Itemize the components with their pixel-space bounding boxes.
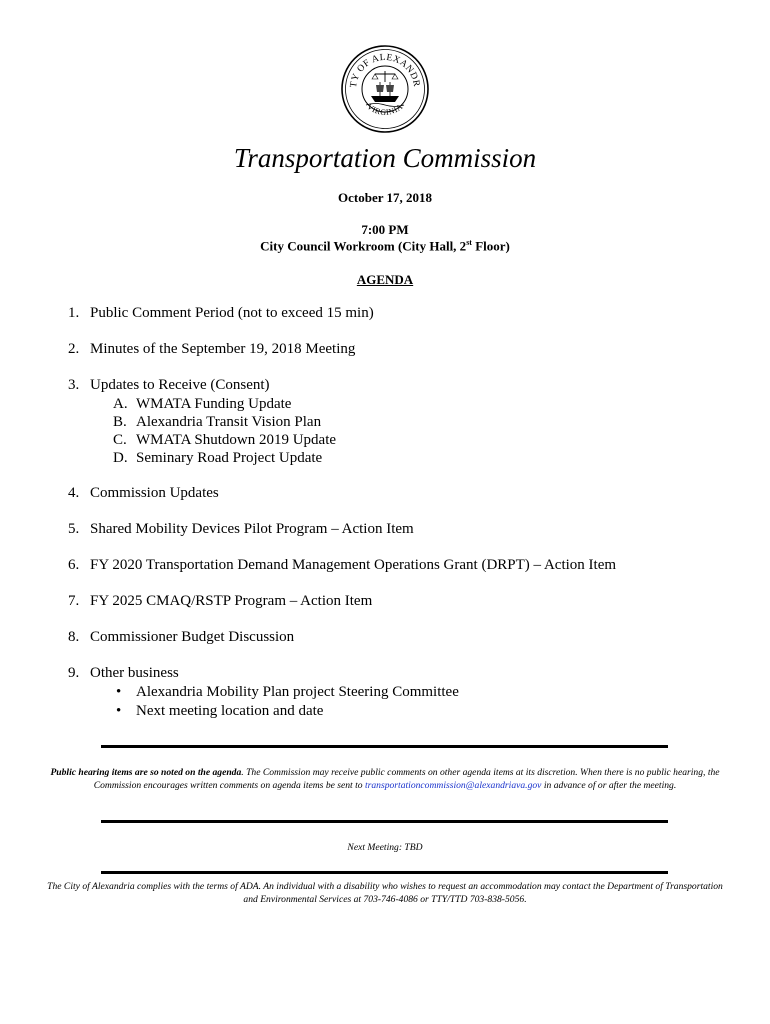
agenda-item [68, 628, 748, 647]
bullet-text: Alexandria Mobility Plan project Steering Committee [136, 684, 459, 700]
item-number: 3. [68, 377, 80, 393]
sub-item-letter: B. [113, 414, 127, 430]
agenda-item [68, 520, 748, 539]
item-text: FY 2025 CMAQ/RSTP Program – Action Item [90, 593, 373, 609]
email-link[interactable]: transportationcommission@alexandriava.gov [364, 779, 542, 791]
sub-item-letter: D. [113, 450, 128, 466]
sub-item-text: Alexandria Transit Vision Plan [136, 414, 322, 430]
agenda-item [68, 484, 748, 503]
page-title: Transportation Commission [233, 143, 537, 173]
location-suffix: Floor) [471, 238, 510, 254]
public-hearing-notice [40, 767, 730, 792]
ada-notice: The City of Alexandria complies with the terms of ADA. An individual with a disability who wishes to request an accommodation may contact the Department of Transportation and Environmental Services at 703-746-4086 or TTY/TTD 703-838-5056. [47, 881, 723, 905]
item-text: Commissioner Budget Discussion [90, 629, 295, 645]
bullet-icon: • [116, 703, 122, 719]
divider [101, 745, 668, 748]
next-meeting: Next Meeting: TBD [347, 842, 423, 853]
item-text: FY 2020 Transportation Demand Management Operations Grant (DRPT) – Action Item [90, 557, 617, 573]
sub-item-letter: C. [113, 432, 127, 448]
sub-item-text: WMATA Shutdown 2019 Update [136, 432, 337, 448]
sub-item-letter: A. [113, 396, 128, 412]
item-text: Commission Updates [90, 485, 219, 501]
sub-item [68, 431, 748, 449]
svg-text:CITY OF ALEXANDRIA: TY OF ALEXANDR [348, 52, 422, 89]
agenda-item [68, 340, 748, 359]
item-number: 7. [68, 593, 80, 609]
meeting-date: October 17, 2018 [338, 190, 432, 205]
item-text: Updates to Receive (Consent) [90, 377, 270, 393]
item-number: 4. [68, 485, 80, 501]
notice-text: . The Commission may receive public comments on other agenda items at its discretion. When there is no public hearing, the Commission encourages written comments on agenda items be sent to [93, 767, 720, 791]
item-text: Minutes of the September 19, 2018 Meeting [90, 341, 356, 357]
bullet-item [68, 702, 748, 721]
item-text: Shared Mobility Devices Pilot Program – Action Item [90, 521, 414, 537]
city-seal [340, 44, 430, 134]
divider [101, 820, 668, 823]
location-superscript: st [466, 238, 472, 247]
item-number: 1. [68, 305, 80, 321]
item-number: 9. [68, 665, 80, 681]
agenda-item [68, 664, 748, 721]
meeting-location [0, 238, 770, 254]
bullet-item [68, 683, 748, 702]
location-prefix: City Council Workroom (City Hall, 2 [260, 238, 467, 254]
item-number: 5. [68, 521, 80, 537]
agenda-item [68, 556, 748, 575]
item-number: 8. [68, 629, 80, 645]
notice-text-end: in advance of or after the meeting. [541, 779, 677, 791]
sub-item-text: WMATA Funding Update [136, 396, 292, 412]
agenda-list [68, 304, 748, 738]
svg-text:VIRGINIA: VIRGINIA [365, 101, 405, 118]
divider [101, 871, 668, 874]
agenda-item [68, 376, 748, 467]
item-text: Other business [90, 665, 179, 681]
sub-item-text: Seminary Road Project Update [136, 450, 323, 466]
meeting-time: 7:00 PM [361, 222, 409, 237]
item-number: 6. [68, 557, 80, 573]
agenda-item [68, 304, 748, 323]
bullet-icon: • [116, 684, 122, 700]
city-seal-icon [340, 44, 430, 134]
sub-item [68, 449, 748, 467]
item-number: 2. [68, 341, 80, 357]
item-text: Public Comment Period (not to exceed 15 min) [90, 305, 374, 321]
agenda-heading: AGENDA [356, 272, 414, 287]
agenda-item [68, 592, 748, 611]
notice-bold: Public hearing items are so noted on the agenda [50, 767, 242, 778]
bullet-text: Next meeting location and date [136, 703, 324, 719]
sub-item [68, 395, 748, 413]
sub-item [68, 413, 748, 431]
